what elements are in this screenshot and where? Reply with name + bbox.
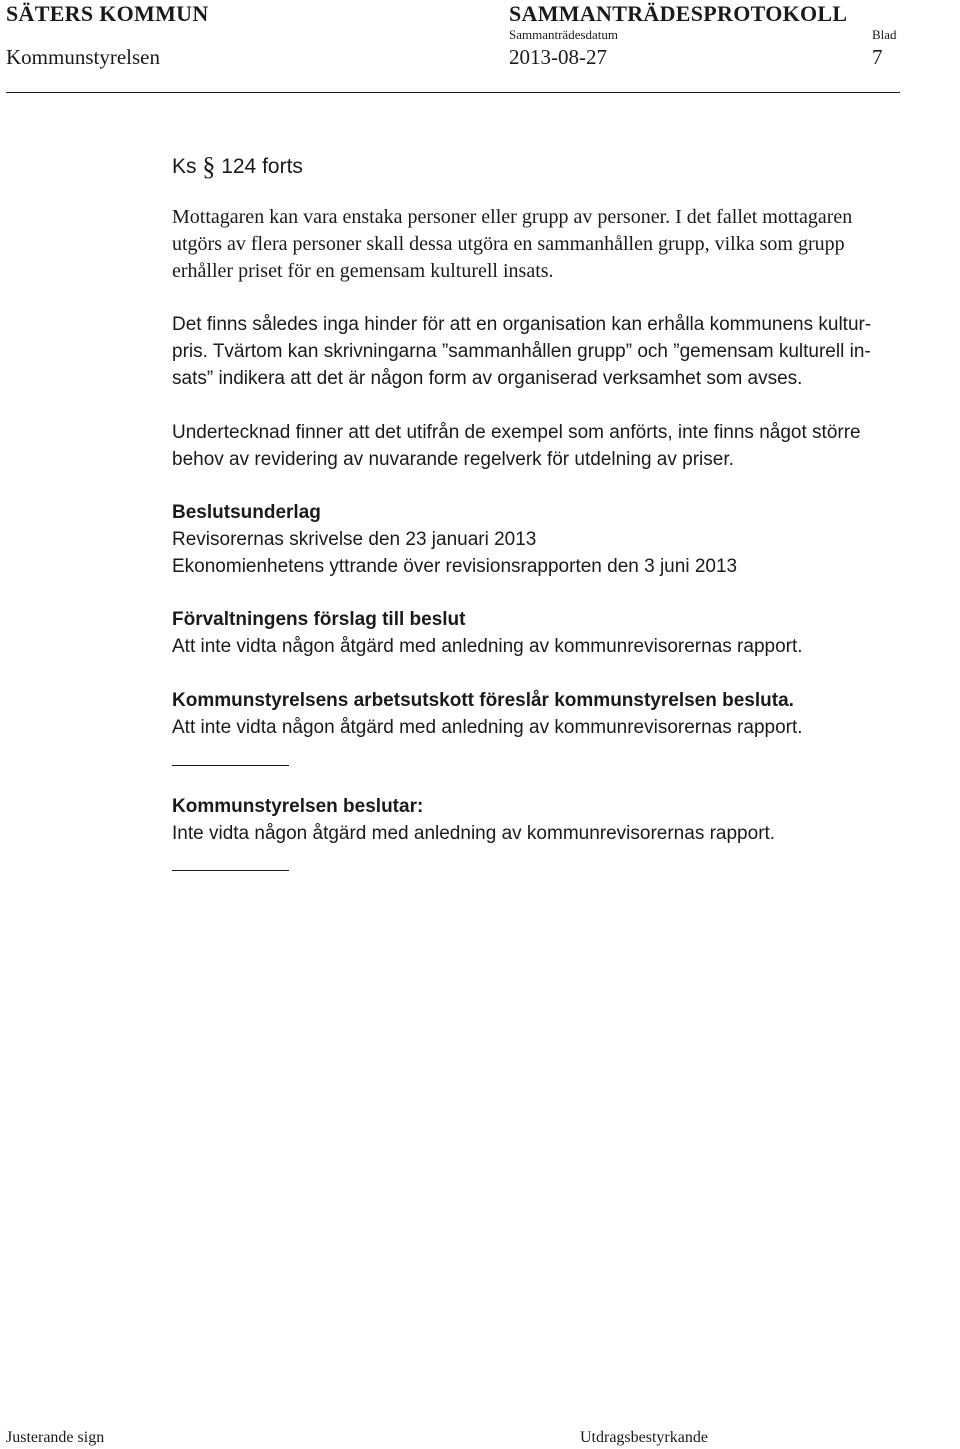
meeting-date: 2013-08-27 [509,45,607,69]
footer-utdragsbestyrkande: Utdragsbestyrkande [580,1429,708,1446]
paragraph-1-line-3: erhåller priset för en gemensam kulturell insats. [172,260,554,282]
footer-justerande-sign: Justerande sign [6,1429,105,1446]
arbetsutskott-text: Att inte vidta någon åtgärd med anledning av kommunrevisorernas rapport. [172,717,803,738]
paragraph-3-line-2: behov av revidering av nuvarande regelverk för utdelning av priser. [172,449,734,470]
page-number: 7 [872,45,883,69]
beslutsunderlag-item-1: Revisorernas skrivelse den 23 januari 2013 [172,529,537,550]
separator-line [172,765,289,766]
beslut-heading: Kommunstyrelsen beslutar: [172,796,424,817]
paragraph-1-line-1: Mottagaren kan vara enstaka personer eller grupp av personer. I det fallet mottagaren [172,206,853,228]
paragraph-2-line-2: pris. Tvärtom kan skrivningarna ”sammanhållen grupp” och ”gemensam kulturell in- [172,341,871,362]
beslutsunderlag-item-2: Ekonomienhetens yttrande över revisionsrapporten den 3 juni 2013 [172,556,738,577]
section-symbol: § [202,152,216,181]
paragraph-3-line-1: Undertecknad finner att det utifrån de exempel som anförts, inte finns något större [172,422,861,443]
document-title: SAMMANTRÄDESPROTOKOLL [509,1,848,26]
section-heading [172,152,303,179]
header-rule [6,92,900,93]
arbetsutskott-heading: Kommunstyrelsens arbetsutskott föreslår kommunstyrelsen besluta. [172,690,794,711]
separator-line [172,870,289,871]
beslutsunderlag-heading: Beslutsunderlag [172,502,321,523]
paragraph-1-line-2: utgörs av flera personer skall dessa utgöra en sammanhållen grupp, vilka som grupp [172,233,845,255]
paragraph-2-line-3: sats” indikera att det är någon form av organiserad verksamhet som avses. [172,368,803,389]
section-prefix: Ks [172,155,197,178]
date-label: Sammanträdesdatum [509,27,619,42]
forvaltning-heading: Förvaltningens förslag till beslut [172,609,466,630]
municipality-name: SÄTERS KOMMUN [6,1,209,26]
committee-name: Kommunstyrelsen [6,45,160,69]
section-number: 124 forts [221,155,303,178]
paragraph-2-line-1: Det finns således inga hinder för att en organisation kan erhålla kommunens kultur- [172,314,872,335]
forvaltning-text: Att inte vidta någon åtgärd med anledning av kommunrevisorernas rapport. [172,636,803,657]
page-label: Blad [872,27,897,42]
beslut-text: Inte vidta någon åtgärd med anledning av kommunrevisorernas rapport. [172,823,776,844]
